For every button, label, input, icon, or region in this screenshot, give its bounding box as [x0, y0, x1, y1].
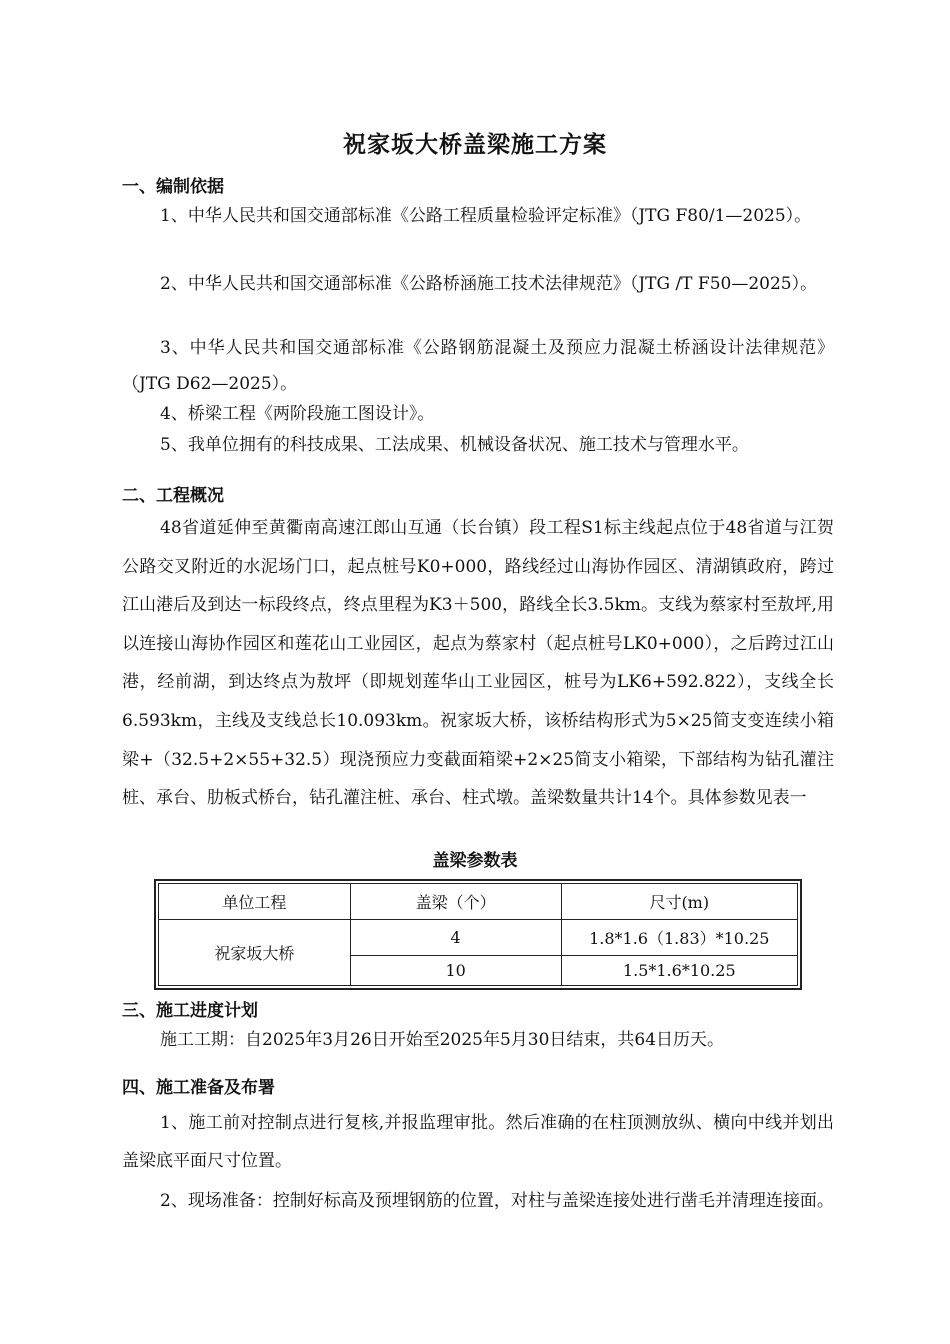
section-heading-preparation: 四、施工准备及布署 [122, 1078, 275, 1098]
table-cell-count: 4 [350, 920, 561, 956]
param-table-frame [154, 879, 802, 990]
schedule-paragraph: 施工工期：自2025年3月26日开始至2025年5月30日结束，共64日历天。 [160, 1030, 725, 1050]
basis-item-4: 4、桥梁工程《两阶段施工图设计》。 [160, 404, 435, 424]
section-heading-basis: 一、编制依据 [122, 177, 224, 197]
table-cell-unit-name: 祝家坂大桥 [159, 920, 351, 986]
table-caption: 盖梁参数表 [432, 851, 518, 871]
document-title: 祝家坂大桥盖梁施工方案 [343, 132, 607, 158]
basis-item-3: 3、中华人民共和国交通部标准《公路钢筋混凝土及预应力混凝土桥涵设计法律规范》（JTG D62—2025）。 [122, 338, 834, 394]
table-header-unit: 单位工程 [159, 884, 351, 920]
section-heading-overview: 二、工程概况 [122, 486, 224, 506]
basis-item-2: 2、中华人民共和国交通部标准《公路桥涵施工技术法律规范》（JTG /T F50—2025）。 [160, 274, 818, 294]
basis-item-5: 5、我单位拥有的科技成果、工法成果、机械设备状况、施工技术与管理水平。 [160, 435, 749, 455]
preparation-item-2: 2、现场准备：控制好标高及预埋钢筋的位置，对柱与盖梁连接处进行凿毛并清理连接面。 [160, 1191, 834, 1211]
table-cell-count: 10 [350, 956, 561, 986]
param-table [158, 883, 798, 986]
table-header-size: 尺寸(m) [561, 884, 797, 920]
preparation-item-1: 1、施工前对控制点进行复核,并报监理审批。然后准确的在柱顶测放纵、横向中线并划出盖梁底平面尺寸位置。 [122, 1113, 834, 1171]
table-cell-size: 1.8*1.6（1.83）*10.25 [561, 920, 797, 956]
table-header-count: 盖梁（个） [350, 884, 561, 920]
table-cell-size: 1.5*1.6*10.25 [561, 956, 797, 986]
section-heading-schedule: 三、施工进度计划 [122, 1001, 258, 1021]
basis-item-1: 1、中华人民共和国交通部标准《公路工程质量检验评定标准》（JTG F80/1—2025）。 [160, 206, 812, 226]
overview-paragraph: 48省道延伸至黄衢南高速江郎山互通（长台镇）段工程S1标主线起点位于48省道与江贺公路交叉附近的水泥场门口，起点桩号K0+000，路线经过山海协作园区、清湖镇政府，跨过江山港后及到达一标段终点，终点里程为K3＋500，路线全长3.5km。支线为蔡家村至敖坪,用以连接山海协作园区和莲花山工业园区，起点为蔡家村（起点桩号LK0+000），之后跨过江山港，经前湖，到达终点为敖坪（即规划莲华山工业园区，桩号为LK6+592.822），支线全长6.593km，主线及支线总长10.093km。祝家坂大桥，该桥结构形式为5×25简支变连续小箱梁+（32.5+2×55+32.5）现浇预应力变截面箱梁+2×25简支小箱梁，下部结构为钻孔灌注桩、承台、肋板式桥台，钻孔灌注桩、承台、柱式墩。盖梁数量共计14个。具体参数见表一 [122, 518, 834, 809]
